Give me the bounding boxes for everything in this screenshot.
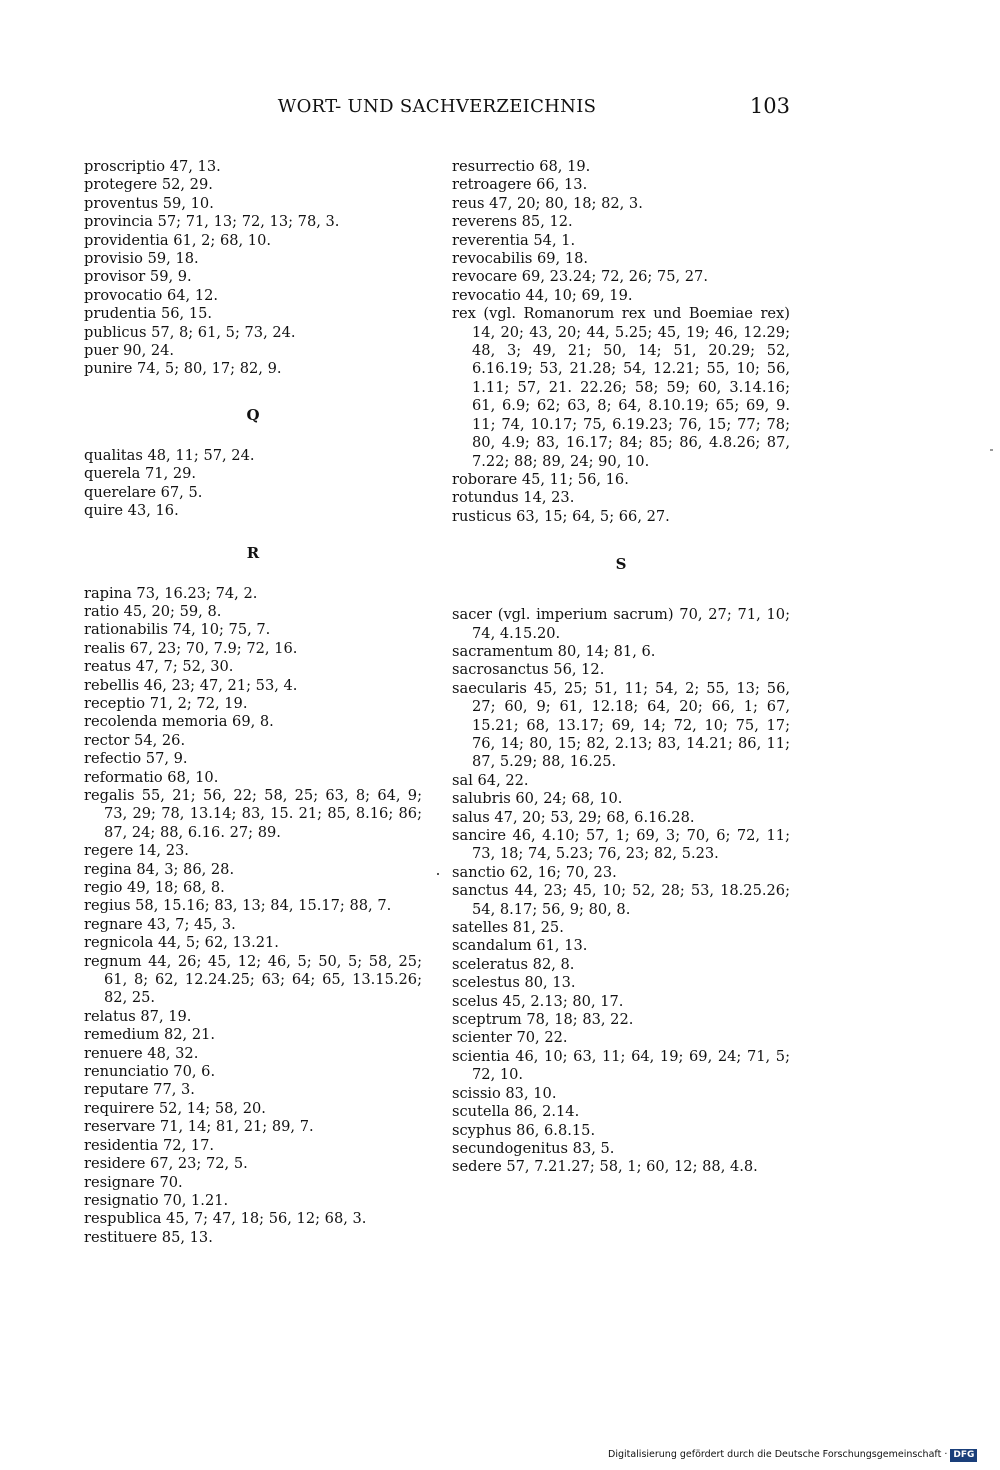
index-entry: sacrosanctus 56, 12. [452, 661, 605, 679]
index-entry: punire 74, 5; 80, 17; 82, 9. [84, 360, 282, 378]
index-entry: provocatio 64, 12. [84, 286, 219, 304]
index-entry: prudentia 56, 15. [84, 305, 213, 323]
index-entry: regio 49, 18; 68, 8. [84, 879, 225, 896]
index-entry: sal 64, 22. [452, 771, 529, 789]
index-section-r-continued [452, 158, 790, 526]
index-entry: regina 84, 3; 86, 28. [84, 860, 235, 878]
index-section-p [84, 158, 422, 379]
index-entry: saecularis 45, 25; 51, 11; 54, 2; 55, 13; 56, 27; 60, 9; 61, 12.18; 64, 20; 66, 1; 67, 15.21; 68, 13.17; 69, 14; 72, 10; 75, 17; 76, 14; 80, 15; 82, 2.13; 83, 14.21; 86, 11; 87, 5.29; 88, 16.25. [452, 679, 790, 771]
index-entry: salubris 60, 24; 68, 10. [452, 790, 623, 808]
index-entry: rotundus 14, 23. [452, 489, 575, 507]
index-entry: rector 54, 26. [84, 731, 186, 749]
index-entry: scutella 86, 2.14. [452, 1103, 580, 1121]
index-entry: reus 47, 20; 80, 18; 82, 3. [452, 194, 643, 212]
index-entry: revocabilis 69, 18. [452, 250, 589, 268]
print-speck [990, 449, 993, 451]
index-entry: rationabilis 74, 10; 75, 7. [84, 621, 271, 639]
index-entry: querela 71, 29. [84, 465, 197, 483]
index-entry: refectio 57, 9. [84, 750, 188, 768]
index-entry: recolenda memoria 69, 8. [84, 713, 274, 731]
index-entry: residere 67, 23; 72, 5. [84, 1155, 248, 1173]
index-entry: regnare 43, 7; 45, 3. [84, 915, 236, 933]
index-entry: scelus 45, 2.13; 80, 17. [452, 992, 624, 1010]
index-entry: sanctio 62, 16; 70, 23. [452, 863, 617, 881]
index-entry: restituere 85, 13. [84, 1228, 213, 1246]
index-entry: sacramentum 80, 14; 81, 6. [452, 642, 656, 660]
index-entry: provisio 59, 18. [84, 250, 199, 268]
index-entry: rusticus 63, 15; 64, 5; 66, 27. [452, 507, 670, 525]
index-section-r [84, 585, 422, 1248]
index-entry: relatus 87, 19. [84, 1007, 192, 1025]
index-entry: sancire 46, 4.10; 57, 1; 69, 3; 70, 6; 72, 11; 73, 18; 74, 5.23; 76, 23; 82, 5.23. [452, 827, 790, 863]
section-letter-r: R [246, 543, 260, 562]
index-entry: reputare 77, 3. [84, 1081, 195, 1099]
index-entry: resignatio 70, 1.21. [84, 1191, 229, 1209]
index-entry: reverentia 54, 1. [452, 231, 576, 249]
index-entry: resurrectio 68, 19. [452, 158, 591, 175]
section-letter-s: S [615, 555, 627, 574]
index-entry: secundogenitus 83, 5. [452, 1139, 615, 1157]
index-entry: scissio 83, 10. [452, 1084, 557, 1102]
index-entry: satelles 81, 25. [452, 919, 564, 937]
index-entry: scandalum 61, 13. [452, 937, 588, 955]
print-speck [437, 873, 439, 875]
index-section-s [452, 606, 790, 1177]
page-header [84, 96, 790, 122]
index-entry: revocare 69, 23.24; 72, 26; 75, 27. [452, 268, 708, 286]
index-entry: revocatio 44, 10; 69, 19. [452, 286, 633, 304]
index-entry: provisor 59, 9. [84, 268, 192, 286]
index-section-q [84, 447, 422, 521]
index-entry: scientia 46, 10; 63, 11; 64, 19; 69, 24; 71, 5; 72, 10. [452, 1047, 790, 1084]
index-entry: resignare 70. [84, 1173, 183, 1191]
index-entry: provincia 57; 71, 13; 72, 13; 78, 3. [84, 213, 340, 231]
index-entry: realis 67, 23; 70, 7.9; 72, 16. [84, 639, 298, 657]
page-number: 103 [749, 94, 790, 118]
section-letter-q: Q [246, 405, 260, 424]
index-entry: requirere 52, 14; 58, 20. [84, 1099, 266, 1117]
index-entry: reverens 85, 12. [452, 213, 573, 231]
index-entry: rebellis 46, 23; 47, 21; 53, 4. [84, 676, 298, 694]
index-entry: proventus 59, 10. [84, 194, 214, 212]
running-title: WORT- UND SACHVERZEICHNIS [277, 96, 597, 117]
index-entry: scelestus 80, 13. [452, 974, 576, 992]
index-entry: rex (vgl. Romanorum rex und Boemiae rex) 14, 20; 43, 20; 44, 5.25; 45, 19; 46, 12.29; 48, 3; 49, 21; 50, 14; 51, 20.29; 52, 6.16.19; 53, 21.28; 54, 12.21; 55, 10; 56, 1.11; 57, 21. 22.26; 58; 59; 60, 3.14.16; 61, 6.9; 62; 63, 8; 64, 8.10.19; 65; 69, 9. 11; 74, 10.17; 75, 6.19.23; 76, 15; 77; 78; 80, 4.9; 83, 16.17; 84; 85; 86, 4.8.26; 87, 7.22; 88; 89, 24; 90, 10. [452, 305, 790, 470]
index-entry: salus 47, 20; 53, 29; 68, 6.16.28. [452, 808, 695, 826]
index-entry: quire 43, 16. [84, 502, 179, 520]
footer-credit [608, 1449, 988, 1465]
index-entry: regalis 55, 21; 56, 22; 58, 25; 63, 8; 64, 9; 73, 29; 78, 13.14; 83, 15. 21; 85, 8.16; 86; 87, 24; 88, 6.16. 27; 89. [84, 786, 422, 841]
footer-text: Digitalisierung gefördert durch die Deutsche Forschungsgemeinschaft · [608, 1449, 948, 1460]
index-entry: regius 58, 15.16; 83, 13; 84, 15.17; 88, 7. [84, 897, 392, 915]
index-entry: sanctus 44, 23; 45, 10; 52, 28; 53, 18.25.26; 54, 8.17; 56, 9; 80, 8. [452, 882, 790, 918]
index-entry: publicus 57, 8; 61, 5; 73, 24. [84, 323, 296, 341]
index-entry: providentia 61, 2; 68, 10. [84, 231, 272, 249]
index-entry: renuere 48, 32. [84, 1044, 199, 1062]
index-entry: protegere 52, 29. [84, 176, 213, 194]
left-column [84, 158, 422, 1247]
index-entry: reformatio 68, 10. [84, 768, 219, 786]
index-entry: rapina 73, 16.23; 74, 2. [84, 584, 258, 602]
index-entry: residentia 72, 17. [84, 1136, 215, 1154]
index-entry: regnum 44, 26; 45, 12; 46, 5; 50, 5; 58, 25; 61, 8; 62, 12.24.25; 63; 64; 65, 13.15.26; 82, 25. [84, 952, 422, 1007]
index-entry: regere 14, 23. [84, 842, 189, 860]
index-entry: querelare 67, 5. [84, 483, 203, 501]
index-entry: puer 90, 24. [84, 342, 175, 360]
right-column [452, 158, 790, 1177]
index-entry: respublica 45, 7; 47, 18; 56, 12; 68, 3. [84, 1210, 367, 1228]
index-entry: receptio 71, 2; 72, 19. [84, 694, 248, 712]
index-entry: reatus 47, 7; 52, 30. [84, 658, 234, 676]
index-entry: ratio 45, 20; 59, 8. [84, 602, 222, 620]
index-entry: roborare 45, 11; 56, 16. [452, 470, 629, 488]
dfg-logo: DFG [950, 1449, 977, 1462]
index-entry: scienter 70, 22. [452, 1029, 568, 1047]
index-entry: proscriptio 47, 13. [84, 158, 221, 175]
index-entry: reservare 71, 14; 81, 21; 89, 7. [84, 1118, 314, 1136]
index-entry: qualitas 48, 11; 57, 24. [84, 446, 255, 464]
index-entry: scyphus 86, 6.8.15. [452, 1121, 596, 1139]
index-entry: sacer (vgl. imperium sacrum) 70, 27; 71, 10; 74, 4.15.20. [452, 606, 790, 642]
index-entry: regnicola 44, 5; 62, 13.21. [84, 934, 279, 952]
index-entry: sceleratus 82, 8. [452, 955, 575, 973]
index-entry: sedere 57, 7.21.27; 58, 1; 60, 12; 88, 4.8. [452, 1158, 758, 1176]
index-entry: renunciatio 70, 6. [84, 1063, 216, 1081]
index-entry: retroagere 66, 13. [452, 176, 588, 194]
index-entry: remedium 82, 21. [84, 1026, 216, 1044]
index-entry: sceptrum 78, 18; 83, 22. [452, 1011, 634, 1029]
